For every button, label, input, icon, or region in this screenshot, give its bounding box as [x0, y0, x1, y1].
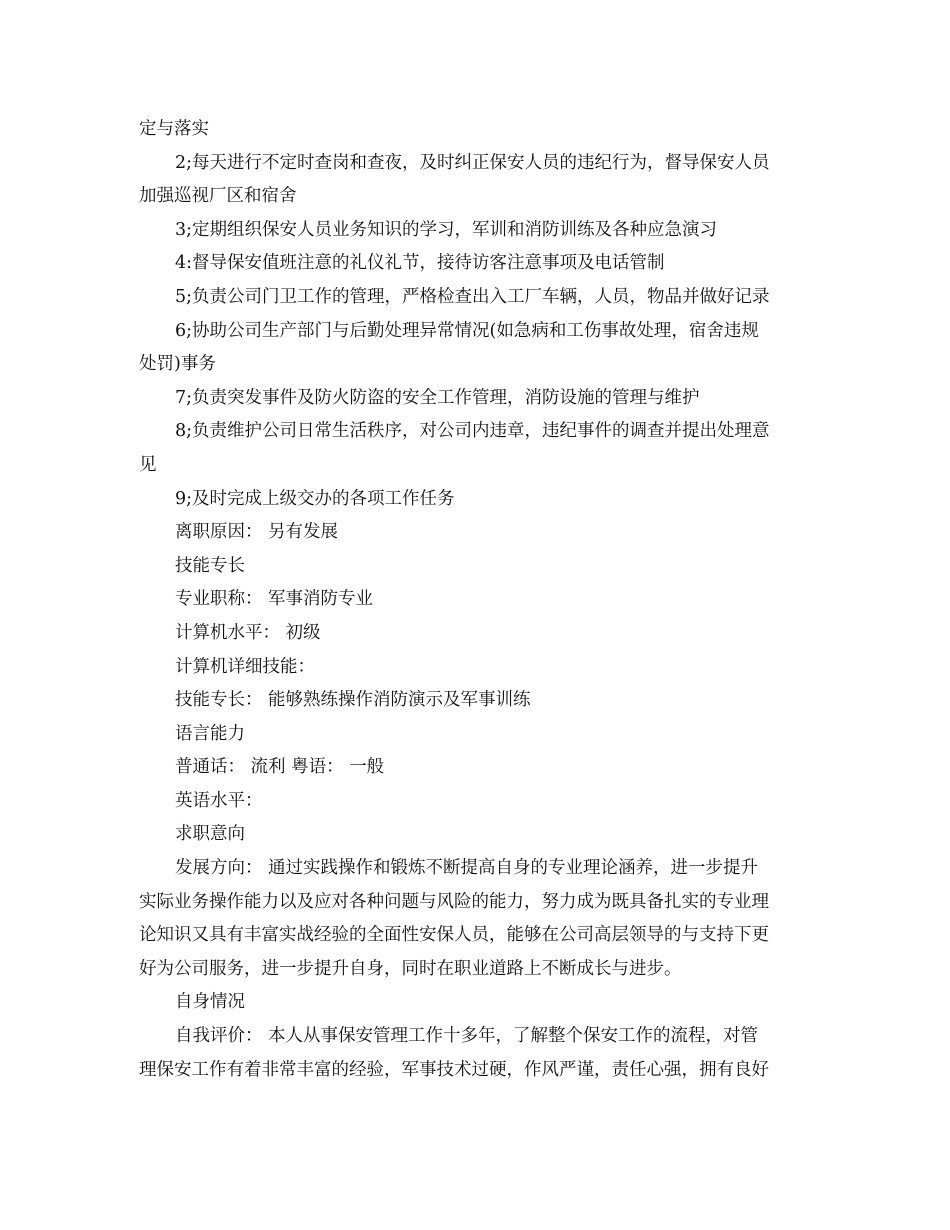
text-line: 离职原因： 另有发展: [175, 522, 339, 543]
text-line: 技能专长： 能够熟练操作消防演示及军事训练: [175, 690, 531, 711]
text-line: 加强巡视厂区和宿舍: [139, 186, 297, 207]
section-heading: 语言能力: [175, 723, 245, 744]
text-line: 3;定期组织保安人员业务知识的学习，军训和消防训练及各种应急演习: [175, 219, 718, 240]
text-line: 自我评价： 本人从事保安管理工作十多年，了解整个保安工作的流程，对管: [175, 1026, 759, 1047]
text-line: 2;每天进行不定时查岗和查夜，及时纠正保安人员的违纪行为，督导保安人员: [175, 152, 770, 173]
text-line: 理保安工作有着非常丰富的经验，军事技术过硬，作风严谨，责任心强，拥有良好: [139, 1059, 769, 1080]
text-line: 普通话： 流利 粤语： 一般: [175, 757, 385, 778]
section-heading: 自身情况: [175, 992, 245, 1013]
text-line: 实际业务操作能力以及应对各种问题与风险的能力，努力成为既具备扎实的专业理: [139, 891, 769, 912]
text-line: 5;负责公司门卫工作的管理，严格检查出入工厂车辆，人员，物品并做好记录: [175, 286, 770, 307]
text-line: 英语水平：: [175, 790, 263, 811]
text-line: 见: [139, 454, 157, 475]
text-line: 定与落实: [139, 119, 209, 139]
text-line: 9;及时完成上级交办的各项工作任务: [175, 488, 455, 509]
text-line: 好为公司服务，进一步提升自身，同时在职业道路上不断成长与进步。: [139, 958, 682, 979]
text-line: 8;负责维护公司日常生活秩序，对公司内违章，违纪事件的调查并提出处理意: [175, 421, 770, 442]
text-line: 计算机详细技能：: [175, 656, 315, 677]
text-line: 6;协助公司生产部门与后勤处理异常情况(如急病和工伤事故处理，宿舍违规: [175, 320, 759, 341]
document-page: [139, 113, 819, 1087]
text-line: 处罚)事务: [139, 354, 216, 375]
text-line: 发展方向： 通过实践操作和锻炼不断提高自身的专业理论涵养，进一步提升: [175, 858, 759, 879]
text-line: 计算机水平： 初级: [175, 622, 321, 643]
text-line: 论知识又具有丰富实战经验的全面性安保人员，能够在公司高层领导的与支持下更: [139, 925, 769, 946]
section-heading: 求职意向: [175, 824, 245, 845]
text-line: 4:督导保安值班注意的礼仪礼节，接待访客注意事项及电话管制: [175, 253, 665, 274]
text-line: 7;负责突发事件及防火防盗的安全工作管理，消防设施的管理与维护: [175, 387, 700, 408]
section-heading: 技能专长: [175, 555, 245, 576]
text-line: 专业职称： 军事消防专业: [175, 589, 374, 610]
